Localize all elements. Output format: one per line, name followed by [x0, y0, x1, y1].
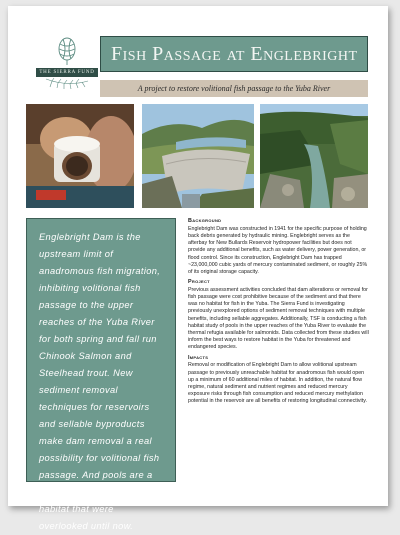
section-text-background: Englebright Dam was constructed in 1941 for the specific purpose of holding back debris generated by hydraulic mining. Englebright serves as the afterbay for New Bullards Reservoir hydropower facilities but does not provide any additional benefits, such as water delivery, power generation, or flood control. Since its construction, Englebright Dam has trapped ~23,000,000 cubic yards of mercury contaminated sediment, or roughly 25% of its original storage capacity. [188, 225, 368, 275]
englebright-dam-photo [142, 104, 254, 208]
pinecone-icon [50, 36, 84, 66]
section-heading-impacts: Impacts [188, 354, 209, 361]
page-title: Fish Passage at Englebright [111, 42, 358, 65]
section-text-project: Previous assessment activities concluded that dam alterations or removal for fish passage were cost prohibitive because of the sediment and that there was no habitat for fish in the Yuba. The Sierra Fund is investigating previously unexplored options of sediment removal techniques with multiple benefits, including sellable aggregates. Additionally, TSF is conducting a fish habitat study of pools in the upper reaches of the Yuba River to evaluate the thermal refugia available for salmonids. Data collected from these studies will inform the best ways to restore habitat in the Yuba for threatened and endangered species. [188, 286, 369, 351]
flyer-page [8, 6, 388, 531]
pull-quote-text: Englebright Dam is the upstream limit of anadromous fish migration, inhibiting volitional fish passage to the upper reaches of the Yuba River for both spring and fall run Chinook Salmon and Steelhead trout. New sediment removal techniques for reservoirs and sellable byproducts make dam removal a real possibility for volitional fish passage. And pools are a critical component of fish habitat that were overlooked until now. [39, 232, 161, 531]
section-text-impacts: Removal or modification of Englebright Dam to allow volitional upstream passage to previously unreachable habitat for anadromous fish would open up a minimum of 60 additional miles of habitat. In addition, the natural flow regime, natural sediment and nutrient regimes and reduced mercury exposure risks through fish consumption and reduced mercury methylation potential in the reservoir are all benefits of restoring longitudinal connectivity. [188, 362, 367, 405]
page-subtitle: A project to restore volitional fish passage to the Yuba River [137, 84, 331, 93]
section-heading-project: Project [188, 279, 210, 286]
pull-quote-box [26, 218, 176, 531]
pine-branch-icon [44, 77, 90, 89]
body-column [188, 218, 370, 409]
title-banner [100, 36, 368, 72]
sierra-fund-logo [36, 36, 98, 89]
hand-holding-fish-trap-photo [26, 104, 134, 208]
subtitle-banner [100, 80, 368, 97]
section-heading-background: Background [188, 218, 222, 224]
org-name: THE SIERRA FUND [36, 68, 98, 77]
river-canyon-photo [260, 104, 368, 208]
